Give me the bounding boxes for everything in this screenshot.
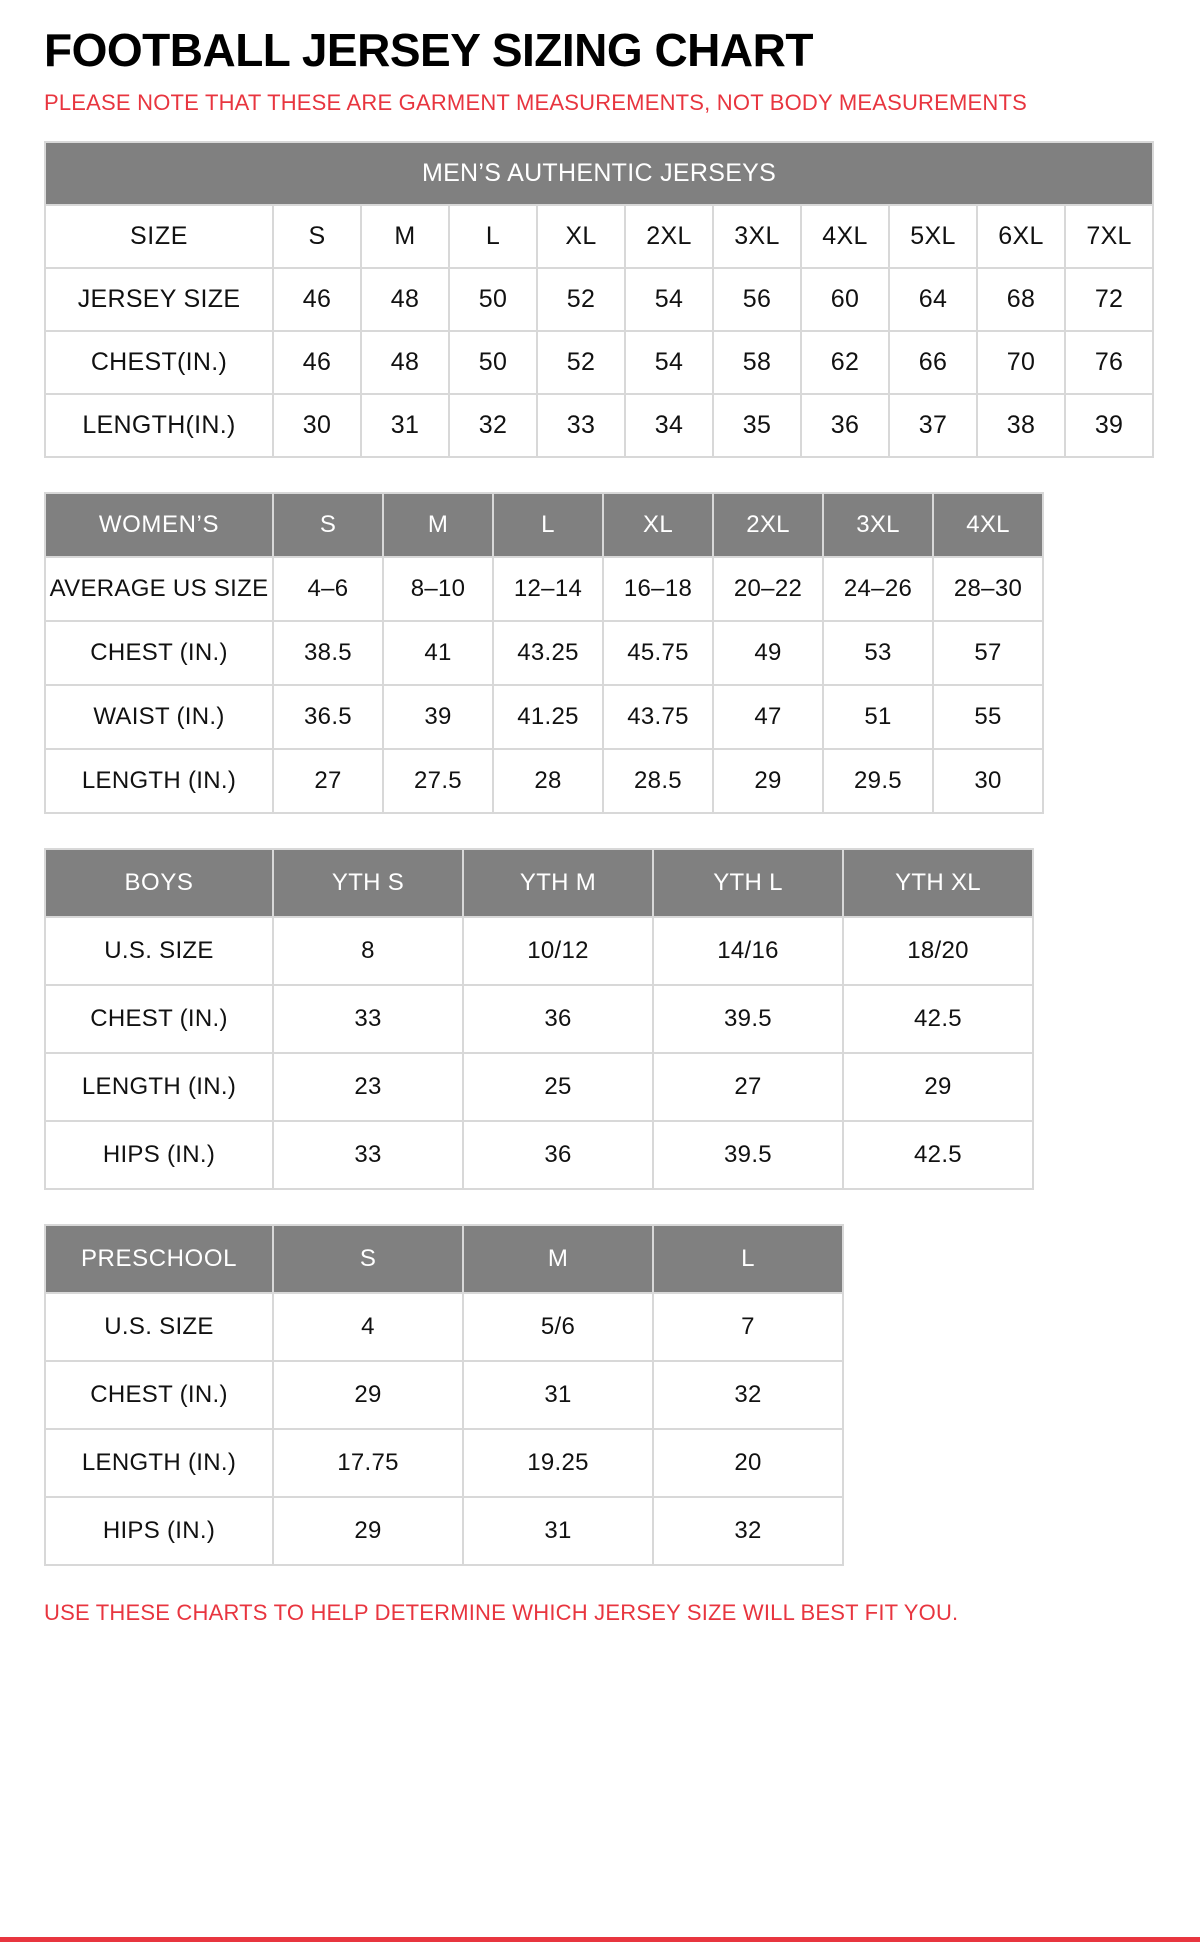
table-cell: 52: [537, 331, 625, 394]
mens-row-label-length: LENGTH(IN.): [45, 394, 273, 457]
womens-table-body: [45, 493, 1043, 813]
table-row: [45, 621, 1043, 685]
womens-row-label-length: LENGTH (IN.): [45, 749, 273, 813]
mens-size-5xl: 5XL: [889, 205, 977, 268]
table-cell: 27: [273, 749, 383, 813]
preschool-table-body: [45, 1225, 843, 1565]
table-cell: 76: [1065, 331, 1153, 394]
preschool-row-label-us-size: U.S. SIZE: [45, 1293, 273, 1361]
table-cell: 46: [273, 268, 361, 331]
preschool-jerseys-table: [44, 1224, 844, 1566]
womens-size-2xl: 2XL: [713, 493, 823, 557]
womens-size-l: L: [493, 493, 603, 557]
table-row: [45, 557, 1043, 621]
mens-size-header-row: [45, 205, 1153, 268]
table-cell: 39: [383, 685, 493, 749]
mens-row-label-chest: CHEST(IN.): [45, 331, 273, 394]
table-cell: 62: [801, 331, 889, 394]
table-cell: 53: [823, 621, 933, 685]
preschool-size-s: S: [273, 1225, 463, 1293]
table-cell: 10/12: [463, 917, 653, 985]
table-row: [45, 985, 1033, 1053]
womens-size-xl: XL: [603, 493, 713, 557]
womens-header-row: [45, 493, 1043, 557]
bottom-accent-rule: [0, 1937, 1200, 1942]
boys-row-label-chest: CHEST (IN.): [45, 985, 273, 1053]
table-cell: 28: [493, 749, 603, 813]
boys-row-label-length: LENGTH (IN.): [45, 1053, 273, 1121]
womens-size-3xl: 3XL: [823, 493, 933, 557]
boys-header-label: BOYS: [45, 849, 273, 917]
mens-row-label-jersey-size: JERSEY SIZE: [45, 268, 273, 331]
table-cell: 39: [1065, 394, 1153, 457]
table-cell: 38: [977, 394, 1065, 457]
table-cell: 28–30: [933, 557, 1043, 621]
table-cell: 54: [625, 268, 713, 331]
table-row: [45, 268, 1153, 331]
womens-size-4xl: 4XL: [933, 493, 1043, 557]
table-cell: 43.25: [493, 621, 603, 685]
table-cell: 31: [361, 394, 449, 457]
boys-size-yth-s: YTH S: [273, 849, 463, 917]
table-row: [45, 1497, 843, 1565]
table-cell: 50: [449, 331, 537, 394]
table-cell: 36.5: [273, 685, 383, 749]
table-cell: 41.25: [493, 685, 603, 749]
mens-size-xl: XL: [537, 205, 625, 268]
preschool-row-label-hips: HIPS (IN.): [45, 1497, 273, 1565]
mens-authentic-jerseys-table: [44, 141, 1154, 458]
table-cell: 8: [273, 917, 463, 985]
table-cell: 8–10: [383, 557, 493, 621]
table-cell: 17.75: [273, 1429, 463, 1497]
preschool-header-row: [45, 1225, 843, 1293]
table-cell: 35: [713, 394, 801, 457]
boys-size-yth-l: YTH L: [653, 849, 843, 917]
preschool-row-label-length: LENGTH (IN.): [45, 1429, 273, 1497]
table-cell: 45.75: [603, 621, 713, 685]
mens-size-l: L: [449, 205, 537, 268]
table-cell: 33: [273, 985, 463, 1053]
table-cell: 48: [361, 268, 449, 331]
table-cell: 33: [537, 394, 625, 457]
table-cell: 30: [273, 394, 361, 457]
footer-note: USE THESE CHARTS TO HELP DETERMINE WHICH JERSEY SIZE WILL BEST FIT YOU.: [44, 1599, 959, 1625]
table-row: [45, 1361, 843, 1429]
table-cell: 55: [933, 685, 1043, 749]
table-cell: 24–26: [823, 557, 933, 621]
boys-table-body: [45, 849, 1033, 1189]
table-cell: 46: [273, 331, 361, 394]
table-cell: 4–6: [273, 557, 383, 621]
table-cell: 29: [273, 1361, 463, 1429]
table-cell: 64: [889, 268, 977, 331]
womens-row-label-average-us-size: AVERAGE US SIZE: [45, 557, 273, 621]
preschool-row-label-chest: CHEST (IN.): [45, 1361, 273, 1429]
table-row: [45, 394, 1153, 457]
mens-table-banner: MEN’S AUTHENTIC JERSEYS: [45, 142, 1153, 205]
table-cell: 58: [713, 331, 801, 394]
table-cell: 31: [463, 1497, 653, 1565]
preschool-size-l: L: [653, 1225, 843, 1293]
table-row: [45, 685, 1043, 749]
table-cell: 19.25: [463, 1429, 653, 1497]
table-cell: 72: [1065, 268, 1153, 331]
table-cell: 38.5: [273, 621, 383, 685]
table-cell: 66: [889, 331, 977, 394]
table-row: [45, 1293, 843, 1361]
boys-header-row: [45, 849, 1033, 917]
table-cell: 54: [625, 331, 713, 394]
table-cell: 36: [463, 985, 653, 1053]
table-cell: 12–14: [493, 557, 603, 621]
table-cell: 57: [933, 621, 1043, 685]
table-cell: 18/20: [843, 917, 1033, 985]
table-row: [45, 1429, 843, 1497]
table-cell: 39.5: [653, 1121, 843, 1189]
table-cell: 29: [843, 1053, 1033, 1121]
table-cell: 50: [449, 268, 537, 331]
table-cell: 42.5: [843, 1121, 1033, 1189]
preschool-size-m: M: [463, 1225, 653, 1293]
womens-jerseys-table: [44, 492, 1044, 814]
table-cell: 27.5: [383, 749, 493, 813]
table-cell: 30: [933, 749, 1043, 813]
table-cell: 29: [713, 749, 823, 813]
table-cell: 51: [823, 685, 933, 749]
table-cell: 20: [653, 1429, 843, 1497]
table-cell: 31: [463, 1361, 653, 1429]
table-cell: 32: [653, 1497, 843, 1565]
table-cell: 29.5: [823, 749, 933, 813]
table-cell: 47: [713, 685, 823, 749]
table-cell: 70: [977, 331, 1065, 394]
mens-size-6xl: 6XL: [977, 205, 1065, 268]
womens-row-label-waist: WAIST (IN.): [45, 685, 273, 749]
boys-size-yth-xl: YTH XL: [843, 849, 1033, 917]
table-cell: 60: [801, 268, 889, 331]
table-row: [45, 1053, 1033, 1121]
table-cell: 41: [383, 621, 493, 685]
boys-jerseys-table: [44, 848, 1034, 1190]
table-cell: 49: [713, 621, 823, 685]
mens-size-2xl: 2XL: [625, 205, 713, 268]
table-row: [45, 749, 1043, 813]
mens-size-m: M: [361, 205, 449, 268]
table-row: [45, 331, 1153, 394]
table-cell: 37: [889, 394, 977, 457]
table-cell: 25: [463, 1053, 653, 1121]
table-cell: 39.5: [653, 985, 843, 1053]
table-cell: 28.5: [603, 749, 713, 813]
table-cell: 5/6: [463, 1293, 653, 1361]
table-cell: 33: [273, 1121, 463, 1189]
mens-size-4xl: 4XL: [801, 205, 889, 268]
table-cell: 20–22: [713, 557, 823, 621]
table-cell: 4: [273, 1293, 463, 1361]
table-cell: 23: [273, 1053, 463, 1121]
table-cell: 14/16: [653, 917, 843, 985]
mens-size-label: SIZE: [45, 205, 273, 268]
table-cell: 32: [653, 1361, 843, 1429]
table-cell: 29: [273, 1497, 463, 1565]
table-cell: 16–18: [603, 557, 713, 621]
boys-row-label-hips: HIPS (IN.): [45, 1121, 273, 1189]
table-cell: 36: [463, 1121, 653, 1189]
table-cell: 52: [537, 268, 625, 331]
boys-row-label-us-size: U.S. SIZE: [45, 917, 273, 985]
table-cell: 42.5: [843, 985, 1033, 1053]
preschool-header-label: PRESCHOOL: [45, 1225, 273, 1293]
mens-table-body: [45, 142, 1153, 457]
measurement-disclaimer: PLEASE NOTE THAT THESE ARE GARMENT MEASUREMENTS, NOT BODY MEASUREMENTS: [44, 89, 1028, 115]
table-cell: 34: [625, 394, 713, 457]
womens-row-label-chest: CHEST (IN.): [45, 621, 273, 685]
womens-header-label: WOMEN’S: [45, 493, 273, 557]
mens-size-s: S: [273, 205, 361, 268]
table-cell: 36: [801, 394, 889, 457]
womens-size-m: M: [383, 493, 493, 557]
mens-size-3xl: 3XL: [713, 205, 801, 268]
table-cell: 48: [361, 331, 449, 394]
table-cell: 7: [653, 1293, 843, 1361]
table-cell: 32: [449, 394, 537, 457]
table-cell: 43.75: [603, 685, 713, 749]
boys-size-yth-m: YTH M: [463, 849, 653, 917]
table-row: [45, 1121, 1033, 1189]
table-cell: 56: [713, 268, 801, 331]
womens-size-s: S: [273, 493, 383, 557]
table-cell: 27: [653, 1053, 843, 1121]
table-cell: 68: [977, 268, 1065, 331]
mens-size-7xl: 7XL: [1065, 205, 1153, 268]
table-row: [45, 917, 1033, 985]
page-title: FOOTBALL JERSEY SIZING CHART: [44, 24, 813, 76]
mens-table-banner-row: [45, 142, 1153, 205]
